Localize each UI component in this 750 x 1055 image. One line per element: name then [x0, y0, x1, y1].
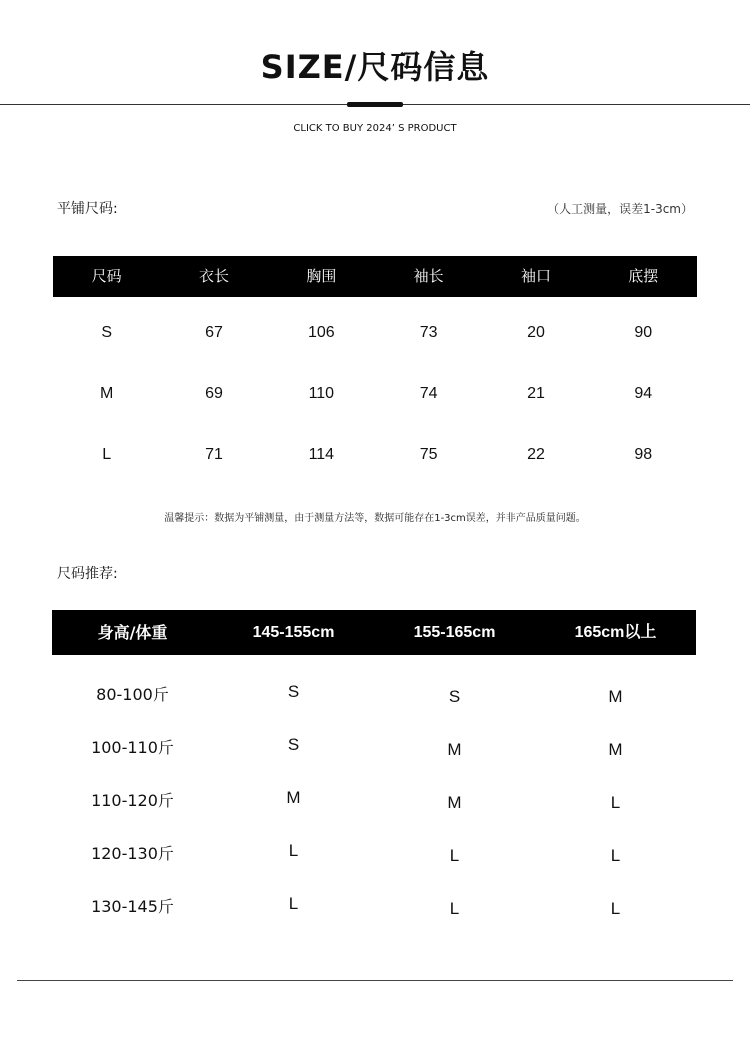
header-cell: 袖口	[520, 267, 551, 285]
bottom-divider	[17, 980, 733, 981]
table-cell: 98	[634, 446, 653, 463]
table-cell	[213, 655, 374, 708]
header-cell: 尺码	[91, 267, 122, 285]
table-cell	[213, 867, 374, 920]
table-row	[53, 358, 697, 419]
header-cell: 身高/体重	[97, 623, 168, 642]
size-recommendation-table	[52, 610, 696, 920]
table-cell	[535, 814, 696, 867]
cell-text: L	[610, 793, 621, 812]
table-cell: L	[102, 446, 112, 463]
table-cell	[374, 867, 535, 920]
table-cell: 20	[527, 324, 545, 341]
cell-text: L	[610, 899, 621, 918]
table-cell: 94	[634, 385, 653, 402]
cell-text: S	[287, 682, 300, 701]
table-header	[53, 256, 697, 297]
cell-text: L	[449, 846, 460, 865]
table-cell: 67	[205, 324, 223, 341]
header-cell: 胸围	[306, 267, 337, 285]
cell-text: M	[286, 788, 301, 807]
cell-text: 110-120斤	[91, 791, 174, 810]
cell-text: 80-100斤	[96, 685, 169, 704]
table-cell: 114	[308, 446, 335, 463]
header-cell: 袖长	[413, 267, 444, 285]
recommendation-label: 尺码推荐:	[57, 566, 118, 582]
table-cell	[52, 761, 213, 814]
header-cell: 衣长	[198, 267, 229, 285]
table-cell	[213, 708, 374, 761]
table-cell	[374, 761, 535, 814]
table-cell	[52, 708, 213, 761]
cell-text: S	[287, 735, 300, 754]
table-row	[53, 297, 697, 358]
cell-text: 130-145斤	[91, 897, 174, 916]
header-cell: 145-155cm	[252, 624, 335, 641]
header-cell: 底摆	[628, 267, 659, 285]
table-cell	[52, 814, 213, 867]
cell-text: M	[608, 687, 623, 706]
cell-text: M	[447, 793, 462, 812]
measurement-tip: 温馨提示：数据为平铺测量，由于测量方法等，数据可能存在1-3cm误差，并非产品质量问题。	[164, 513, 586, 524]
table-cell: M	[100, 385, 114, 402]
cell-text: L	[610, 846, 621, 865]
table-cell	[535, 867, 696, 920]
table-cell	[374, 814, 535, 867]
table-cell: 106	[307, 324, 335, 341]
table-cell	[535, 655, 696, 708]
cell-text: M	[608, 740, 623, 759]
table-cell: 71	[205, 446, 223, 463]
table-cell: 21	[527, 385, 545, 402]
table-row	[52, 761, 696, 814]
table-cell: 74	[419, 385, 438, 402]
flat-measure-label: 平铺尺码:	[57, 201, 118, 217]
table-cell	[52, 867, 213, 920]
table-row	[52, 708, 696, 761]
table-cell	[213, 814, 374, 867]
table-cell: S	[101, 324, 112, 341]
table-cell: 22	[527, 446, 545, 463]
table-cell: 69	[205, 385, 223, 402]
table-row	[52, 867, 696, 920]
size-measurement-table	[53, 256, 697, 480]
table-cell: 90	[634, 324, 653, 341]
table-row	[52, 814, 696, 867]
table-cell	[52, 655, 213, 708]
title-accent-bar	[347, 102, 403, 107]
header-cell: 165cm以上	[574, 624, 657, 641]
table-cell	[374, 708, 535, 761]
table-cell	[374, 655, 535, 708]
page-subtitle: CLICK TO BUY 2024’ S PRODUCT	[293, 123, 457, 134]
table-cell	[213, 761, 374, 814]
page-title: SIZE/尺码信息	[260, 48, 490, 86]
cell-text: 120-130斤	[91, 844, 174, 863]
cell-text: 100-110斤	[91, 738, 174, 757]
cell-text: L	[449, 899, 460, 918]
cell-text: M	[447, 740, 462, 759]
cell-text: L	[288, 841, 299, 860]
table-row	[53, 419, 697, 480]
table-cell: 110	[308, 385, 335, 402]
table-cell: 73	[419, 324, 438, 341]
measure-note: （人工测量，误差1-3cm）	[547, 202, 693, 216]
header-cell: 155-165cm	[413, 624, 496, 641]
table-row	[52, 655, 696, 708]
table-cell	[535, 708, 696, 761]
table-cell: 75	[419, 446, 438, 463]
cell-text: L	[288, 894, 299, 913]
cell-text: S	[448, 687, 461, 706]
table-header	[52, 610, 696, 655]
table-cell	[535, 761, 696, 814]
